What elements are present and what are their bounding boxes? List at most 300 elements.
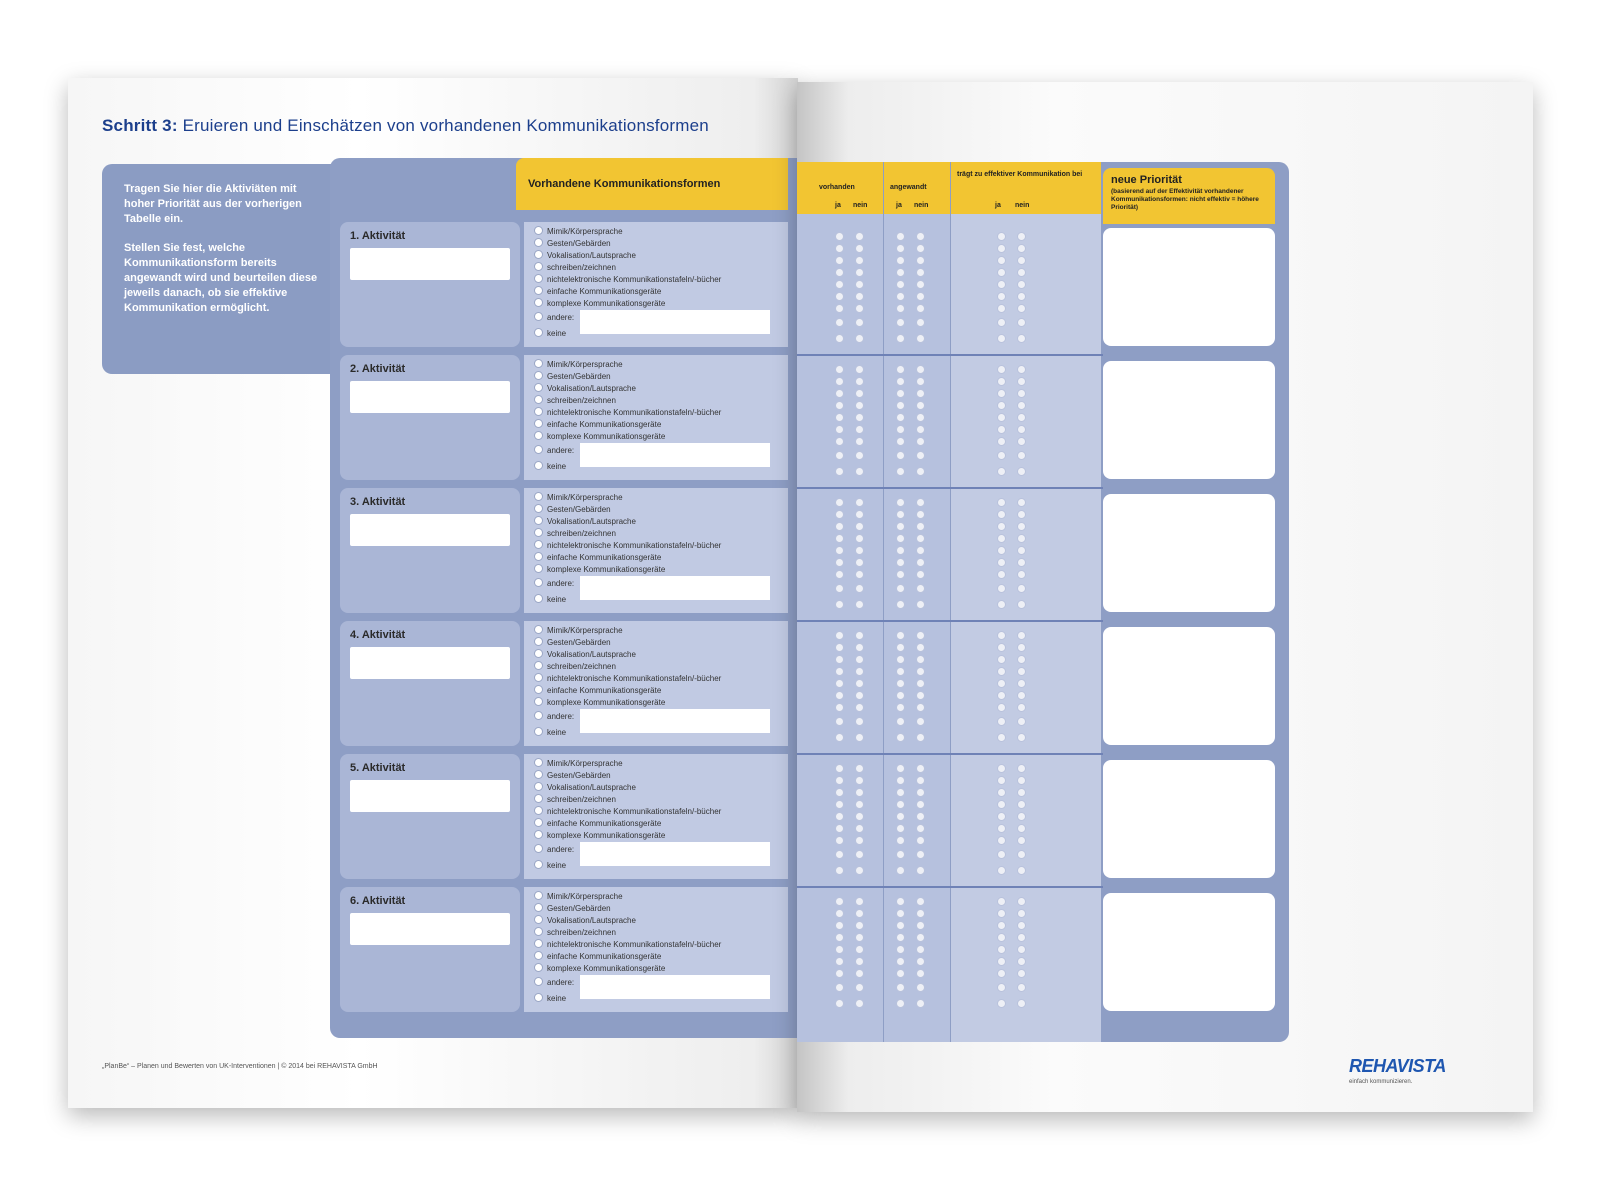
option-radio[interactable]: nichtelektronische Kommunikationstafeln/-bücher [534,407,721,418]
option-radio[interactable]: andere: [534,578,574,589]
rating-radio[interactable] [855,788,864,797]
rating-radio[interactable] [997,897,1006,906]
rating-radio[interactable] [835,498,844,507]
rating-radio[interactable] [1017,389,1026,398]
rating-radio[interactable] [997,401,1006,410]
rating-radio[interactable] [835,256,844,265]
rating-radio[interactable] [835,764,844,773]
rating-radio[interactable] [855,812,864,821]
rating-radio[interactable] [997,655,1006,664]
option-radio[interactable]: andere: [534,977,574,988]
rating-radio[interactable] [997,703,1006,712]
rating-radio[interactable] [1017,268,1026,277]
priority-input[interactable] [1103,760,1275,878]
rating-radio[interactable] [855,717,864,726]
rating-radio[interactable] [1017,667,1026,676]
rating-radio[interactable] [835,850,844,859]
rating-radio[interactable] [916,850,925,859]
rating-radio[interactable] [835,522,844,531]
rating-radio[interactable] [855,643,864,652]
rating-radio[interactable] [1017,866,1026,875]
rating-radio[interactable] [997,643,1006,652]
rating-radio[interactable] [896,437,905,446]
rating-radio[interactable] [1017,703,1026,712]
rating-radio[interactable] [916,256,925,265]
rating-radio[interactable] [835,983,844,992]
rating-radio[interactable] [855,510,864,519]
rating-radio[interactable] [916,812,925,821]
rating-radio[interactable] [896,703,905,712]
rating-radio[interactable] [896,667,905,676]
activity-input[interactable] [350,248,510,280]
rating-radio[interactable] [835,788,844,797]
option-radio[interactable]: Vokalisation/Lautsprache [534,649,636,660]
rating-radio[interactable] [835,717,844,726]
rating-radio[interactable] [855,933,864,942]
rating-radio[interactable] [916,451,925,460]
rating-radio[interactable] [997,584,1006,593]
rating-radio[interactable] [997,631,1006,640]
rating-radio[interactable] [916,933,925,942]
rating-radio[interactable] [896,800,905,809]
rating-radio[interactable] [1017,733,1026,742]
rating-radio[interactable] [835,691,844,700]
option-radio[interactable]: einfache Kommunikationsgeräte [534,951,661,962]
rating-radio[interactable] [896,655,905,664]
rating-radio[interactable] [997,510,1006,519]
rating-radio[interactable] [997,377,1006,386]
option-radio[interactable]: Gesten/Gebärden [534,238,611,249]
option-radio[interactable]: keine [534,727,566,738]
rating-radio[interactable] [916,866,925,875]
option-radio[interactable]: Gesten/Gebärden [534,770,611,781]
rating-radio[interactable] [835,467,844,476]
rating-radio[interactable] [835,510,844,519]
rating-radio[interactable] [835,679,844,688]
activity-input[interactable] [350,514,510,546]
rating-radio[interactable] [997,764,1006,773]
option-radio[interactable]: Mimik/Körpersprache [534,758,623,769]
rating-radio[interactable] [835,570,844,579]
rating-radio[interactable] [1017,788,1026,797]
rating-radio[interactable] [855,377,864,386]
rating-radio[interactable] [1017,691,1026,700]
option-radio[interactable]: andere: [534,312,574,323]
option-radio[interactable]: Mimik/Körpersprache [534,891,623,902]
rating-radio[interactable] [896,788,905,797]
rating-radio[interactable] [835,866,844,875]
rating-radio[interactable] [855,957,864,966]
rating-radio[interactable] [1017,522,1026,531]
rating-radio[interactable] [916,600,925,609]
rating-radio[interactable] [855,268,864,277]
rating-radio[interactable] [916,365,925,374]
rating-radio[interactable] [916,437,925,446]
option-radio[interactable]: Vokalisation/Lautsprache [534,915,636,926]
rating-radio[interactable] [855,999,864,1008]
rating-radio[interactable] [916,691,925,700]
rating-radio[interactable] [997,866,1006,875]
rating-radio[interactable] [835,897,844,906]
rating-radio[interactable] [835,667,844,676]
rating-radio[interactable] [896,679,905,688]
rating-radio[interactable] [835,776,844,785]
option-radio[interactable]: Gesten/Gebärden [534,371,611,382]
rating-radio[interactable] [1017,717,1026,726]
rating-radio[interactable] [896,836,905,845]
option-radio[interactable]: nichtelektronische Kommunikationstafeln/-bücher [534,673,721,684]
rating-radio[interactable] [916,584,925,593]
rating-radio[interactable] [835,451,844,460]
rating-radio[interactable] [835,703,844,712]
rating-radio[interactable] [916,643,925,652]
rating-radio[interactable] [855,631,864,640]
rating-radio[interactable] [997,983,1006,992]
option-radio[interactable]: komplexe Kommunikationsgeräte [534,564,665,575]
rating-radio[interactable] [916,498,925,507]
rating-radio[interactable] [835,401,844,410]
rating-radio[interactable] [1017,764,1026,773]
rating-radio[interactable] [896,510,905,519]
rating-radio[interactable] [916,655,925,664]
rating-radio[interactable] [896,292,905,301]
rating-radio[interactable] [1017,498,1026,507]
rating-radio[interactable] [896,631,905,640]
rating-radio[interactable] [916,679,925,688]
rating-radio[interactable] [916,522,925,531]
rating-radio[interactable] [896,764,905,773]
option-radio[interactable]: schreiben/zeichnen [534,661,616,672]
rating-radio[interactable] [896,945,905,954]
rating-radio[interactable] [896,318,905,327]
rating-radio[interactable] [1017,812,1026,821]
rating-radio[interactable] [1017,377,1026,386]
rating-radio[interactable] [997,437,1006,446]
option-radio[interactable]: einfache Kommunikationsgeräte [534,286,661,297]
option-radio[interactable]: keine [534,461,566,472]
rating-radio[interactable] [1017,244,1026,253]
rating-radio[interactable] [916,824,925,833]
option-radio[interactable]: Mimik/Körpersprache [534,625,623,636]
option-radio[interactable]: nichtelektronische Kommunikationstafeln/-bücher [534,540,721,551]
rating-radio[interactable] [855,921,864,930]
rating-radio[interactable] [1017,437,1026,446]
other-input[interactable] [580,443,770,467]
option-radio[interactable]: komplexe Kommunikationsgeräte [534,298,665,309]
option-radio[interactable]: einfache Kommunikationsgeräte [534,552,661,563]
rating-radio[interactable] [916,969,925,978]
rating-radio[interactable] [855,558,864,567]
rating-radio[interactable] [896,812,905,821]
rating-radio[interactable] [916,401,925,410]
rating-radio[interactable] [855,836,864,845]
rating-radio[interactable] [896,377,905,386]
rating-radio[interactable] [916,534,925,543]
rating-radio[interactable] [896,389,905,398]
rating-radio[interactable] [1017,558,1026,567]
rating-radio[interactable] [855,764,864,773]
rating-radio[interactable] [997,679,1006,688]
rating-radio[interactable] [916,377,925,386]
priority-input[interactable] [1103,893,1275,1011]
activity-input[interactable] [350,780,510,812]
rating-radio[interactable] [1017,570,1026,579]
rating-radio[interactable] [896,909,905,918]
rating-radio[interactable] [916,546,925,555]
rating-radio[interactable] [835,292,844,301]
rating-radio[interactable] [896,824,905,833]
rating-radio[interactable] [1017,280,1026,289]
rating-radio[interactable] [855,570,864,579]
rating-radio[interactable] [1017,655,1026,664]
rating-radio[interactable] [855,451,864,460]
rating-radio[interactable] [1017,983,1026,992]
rating-radio[interactable] [835,304,844,313]
rating-radio[interactable] [997,570,1006,579]
option-radio[interactable]: Vokalisation/Lautsprache [534,250,636,261]
other-input[interactable] [580,842,770,866]
rating-radio[interactable] [916,510,925,519]
rating-radio[interactable] [855,437,864,446]
rating-radio[interactable] [916,945,925,954]
rating-radio[interactable] [916,389,925,398]
rating-radio[interactable] [855,703,864,712]
rating-radio[interactable] [855,334,864,343]
rating-radio[interactable] [835,413,844,422]
rating-radio[interactable] [997,850,1006,859]
rating-radio[interactable] [835,909,844,918]
rating-radio[interactable] [1017,256,1026,265]
rating-radio[interactable] [997,546,1006,555]
rating-radio[interactable] [997,498,1006,507]
rating-radio[interactable] [855,824,864,833]
rating-radio[interactable] [916,280,925,289]
rating-radio[interactable] [896,999,905,1008]
rating-radio[interactable] [997,836,1006,845]
rating-radio[interactable] [855,945,864,954]
rating-radio[interactable] [997,600,1006,609]
rating-radio[interactable] [1017,401,1026,410]
rating-radio[interactable] [835,584,844,593]
option-radio[interactable]: Vokalisation/Lautsprache [534,516,636,527]
rating-radio[interactable] [997,909,1006,918]
option-radio[interactable]: Mimik/Körpersprache [534,226,623,237]
priority-input[interactable] [1103,494,1275,612]
rating-radio[interactable] [916,983,925,992]
rating-radio[interactable] [896,850,905,859]
option-radio[interactable]: komplexe Kommunikationsgeräte [534,963,665,974]
activity-input[interactable] [350,647,510,679]
rating-radio[interactable] [1017,909,1026,918]
rating-radio[interactable] [896,522,905,531]
rating-radio[interactable] [855,655,864,664]
rating-radio[interactable] [896,244,905,253]
rating-radio[interactable] [1017,643,1026,652]
rating-radio[interactable] [916,570,925,579]
rating-radio[interactable] [835,389,844,398]
rating-radio[interactable] [896,498,905,507]
option-radio[interactable]: nichtelektronische Kommunikationstafeln/-bücher [534,939,721,950]
rating-radio[interactable] [1017,365,1026,374]
option-radio[interactable]: schreiben/zeichnen [534,528,616,539]
rating-radio[interactable] [1017,776,1026,785]
rating-radio[interactable] [916,244,925,253]
option-radio[interactable]: keine [534,860,566,871]
rating-radio[interactable] [896,365,905,374]
other-input[interactable] [580,709,770,733]
rating-radio[interactable] [916,999,925,1008]
rating-radio[interactable] [997,824,1006,833]
rating-radio[interactable] [835,558,844,567]
rating-radio[interactable] [1017,232,1026,241]
rating-radio[interactable] [835,733,844,742]
rating-radio[interactable] [916,304,925,313]
rating-radio[interactable] [1017,933,1026,942]
option-radio[interactable]: keine [534,993,566,1004]
rating-radio[interactable] [896,334,905,343]
option-radio[interactable]: Vokalisation/Lautsprache [534,383,636,394]
rating-radio[interactable] [997,534,1006,543]
rating-radio[interactable] [855,256,864,265]
rating-radio[interactable] [1017,451,1026,460]
rating-radio[interactable] [916,467,925,476]
rating-radio[interactable] [1017,413,1026,422]
rating-radio[interactable] [916,836,925,845]
rating-radio[interactable] [896,534,905,543]
rating-radio[interactable] [1017,945,1026,954]
rating-radio[interactable] [1017,534,1026,543]
rating-radio[interactable] [896,733,905,742]
rating-radio[interactable] [997,256,1006,265]
option-radio[interactable]: Gesten/Gebärden [534,903,611,914]
activity-input[interactable] [350,381,510,413]
other-input[interactable] [580,975,770,999]
rating-radio[interactable] [997,969,1006,978]
rating-radio[interactable] [997,389,1006,398]
rating-radio[interactable] [1017,510,1026,519]
option-radio[interactable]: Mimik/Körpersprache [534,492,623,503]
rating-radio[interactable] [835,655,844,664]
rating-radio[interactable] [916,909,925,918]
rating-radio[interactable] [896,921,905,930]
rating-radio[interactable] [855,413,864,422]
rating-radio[interactable] [896,600,905,609]
rating-radio[interactable] [896,584,905,593]
rating-radio[interactable] [855,584,864,593]
rating-radio[interactable] [835,631,844,640]
rating-radio[interactable] [896,425,905,434]
rating-radio[interactable] [855,498,864,507]
rating-radio[interactable] [1017,631,1026,640]
rating-radio[interactable] [855,667,864,676]
rating-radio[interactable] [1017,969,1026,978]
rating-radio[interactable] [916,703,925,712]
option-radio[interactable]: nichtelektronische Kommunikationstafeln/-bücher [534,806,721,817]
rating-radio[interactable] [1017,824,1026,833]
rating-radio[interactable] [855,691,864,700]
rating-radio[interactable] [835,836,844,845]
rating-radio[interactable] [916,268,925,277]
rating-radio[interactable] [997,318,1006,327]
option-radio[interactable]: Vokalisation/Lautsprache [534,782,636,793]
rating-radio[interactable] [997,800,1006,809]
rating-radio[interactable] [896,717,905,726]
rating-radio[interactable] [896,280,905,289]
rating-radio[interactable] [855,909,864,918]
rating-radio[interactable] [1017,546,1026,555]
option-radio[interactable]: schreiben/zeichnen [534,262,616,273]
rating-radio[interactable] [835,546,844,555]
rating-radio[interactable] [835,280,844,289]
rating-radio[interactable] [1017,292,1026,301]
rating-radio[interactable] [1017,957,1026,966]
rating-radio[interactable] [835,244,844,253]
rating-radio[interactable] [1017,334,1026,343]
rating-radio[interactable] [1017,921,1026,930]
rating-radio[interactable] [855,365,864,374]
rating-radio[interactable] [916,318,925,327]
rating-radio[interactable] [855,897,864,906]
rating-radio[interactable] [997,280,1006,289]
option-radio[interactable]: andere: [534,844,574,855]
rating-radio[interactable] [835,969,844,978]
rating-radio[interactable] [896,451,905,460]
rating-radio[interactable] [896,304,905,313]
option-radio[interactable]: schreiben/zeichnen [534,794,616,805]
rating-radio[interactable] [896,268,905,277]
rating-radio[interactable] [855,425,864,434]
rating-radio[interactable] [855,389,864,398]
rating-radio[interactable] [997,733,1006,742]
rating-radio[interactable] [835,812,844,821]
option-radio[interactable]: schreiben/zeichnen [534,395,616,406]
rating-radio[interactable] [916,717,925,726]
rating-radio[interactable] [835,921,844,930]
rating-radio[interactable] [916,232,925,241]
rating-radio[interactable] [855,600,864,609]
rating-radio[interactable] [1017,800,1026,809]
rating-radio[interactable] [916,897,925,906]
rating-radio[interactable] [997,334,1006,343]
rating-radio[interactable] [916,921,925,930]
rating-radio[interactable] [896,957,905,966]
rating-radio[interactable] [916,334,925,343]
option-radio[interactable]: keine [534,328,566,339]
rating-radio[interactable] [835,945,844,954]
rating-radio[interactable] [997,365,1006,374]
rating-radio[interactable] [997,268,1006,277]
rating-radio[interactable] [916,776,925,785]
rating-radio[interactable] [855,467,864,476]
rating-radio[interactable] [916,788,925,797]
rating-radio[interactable] [896,643,905,652]
rating-radio[interactable] [997,292,1006,301]
rating-radio[interactable] [1017,679,1026,688]
rating-radio[interactable] [1017,600,1026,609]
rating-radio[interactable] [896,401,905,410]
rating-radio[interactable] [916,425,925,434]
rating-radio[interactable] [855,244,864,253]
rating-radio[interactable] [997,425,1006,434]
rating-radio[interactable] [855,983,864,992]
rating-radio[interactable] [1017,318,1026,327]
rating-radio[interactable] [916,764,925,773]
rating-radio[interactable] [855,318,864,327]
option-radio[interactable]: komplexe Kommunikationsgeräte [534,697,665,708]
rating-radio[interactable] [997,558,1006,567]
rating-radio[interactable] [896,969,905,978]
rating-radio[interactable] [1017,897,1026,906]
